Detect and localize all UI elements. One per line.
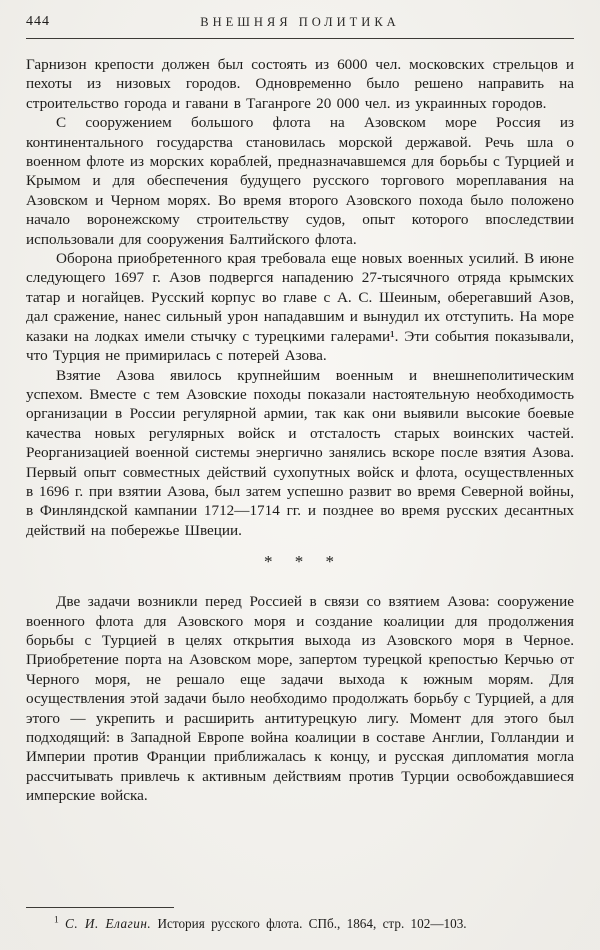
paragraph-azov-significance: Взятие Азова явилось крупнейшим военным и внешнеполитическим успехом. Вместе с тем Азовские походы показали настоятельную необходимость организации в России регулярной армии, так как они выявили высокие боевые качества новых регулярных войск и отсталость старых воинских частей. Реорганизацией военной системы энергично занялись вскоре после взятия Азова. Первый опыт совместных действий сухопутных войск и флота, осуществленных в 1696 г. при взятии Азова, был затем успешно развит во время Северной войны, в Финляндской кампании 1712—1714 гг. и позднее во время русских десантных действий на побережье Швеции. <box>26 366 574 539</box>
paragraph-two-tasks: Две задачи возникли перед Россией в связи со взятием Азова: сооружение военного флота для Азовского моря и создание коалиции для продолжения борьбы с Турцией в целях открытия выхода из Азовского моря в Черное. Приобретение порта на Азовском море, запертом турецкой крепостью Керчью от Черного моря, не решало еще задачи выхода к южным морям. Для осуществления этой задачи было необходимо продолжать борьбу с Турцией, а для этого — укрепить и расширить антитурецкую лигу. Момент для этого был подходящий: в Западной Европе война коалиции в составе Англии, Голландии и Империи против Франции приближалась к концу, и русская дипломатия могла рассчитывать привлечь к активным действиям против Турции освобождавшиеся имперские войска. <box>26 593 574 805</box>
paragraph-garrison: Гарнизон крепости должен был состоять из 6000 чел. московских стрельцов и пехоты из низовых городов. Одновременно было решено направить на строительство города и гавани в Таганроге 20 000 чел. из украинных городов. <box>26 56 574 112</box>
page-header <box>26 14 574 34</box>
paragraph-defense-azov: Оборона приобретенного края требовала еще новых военных усилий. В июне следующего 1697 г. Азов подвергся нападению 27-тысячного отряда крымских татар и ногайцев. Русский корпус во главе с А. С. Шеиным, оберегавший Азов, дал сражение, нанес сильный урон нападавшим и вынудил их отступить. На море казаки на лодках имели стычку с турецкими галерами¹. Эти события показывали, что Турция не примирилась с потерей Азова. <box>26 250 574 365</box>
page-body <box>26 55 574 806</box>
footnote-author: С. И. Елагин. <box>65 916 152 931</box>
footnote-marker: 1 <box>54 915 59 926</box>
footnote-rule <box>26 907 174 908</box>
running-title: ВНЕШНЯЯ ПОЛИТИКА <box>200 15 400 29</box>
footnote-text: История русского флота. СПб., 1864, стр. 102—103. <box>157 916 467 931</box>
footnote-block <box>26 907 574 932</box>
page-number: 444 <box>26 14 50 29</box>
footnote <box>26 915 574 932</box>
section-separator: * * * <box>264 552 336 572</box>
paragraph-fleet-construction: С сооружением большого флота на Азовском море Россия из континентального государства становилась морской державой. Речь шла о военном флоте из морских кораблей, предназначавшемся для борьбы с Турцией и Крымом и для обеспечения будущего русского торгового мореплавания на Азовском и Черном морях. Во время второго Азовского похода было положено начало воронежскому строительству судов, опыт которого впоследствии использовали для сооружения Балтийского флота. <box>26 114 574 248</box>
header-rule <box>26 38 574 39</box>
